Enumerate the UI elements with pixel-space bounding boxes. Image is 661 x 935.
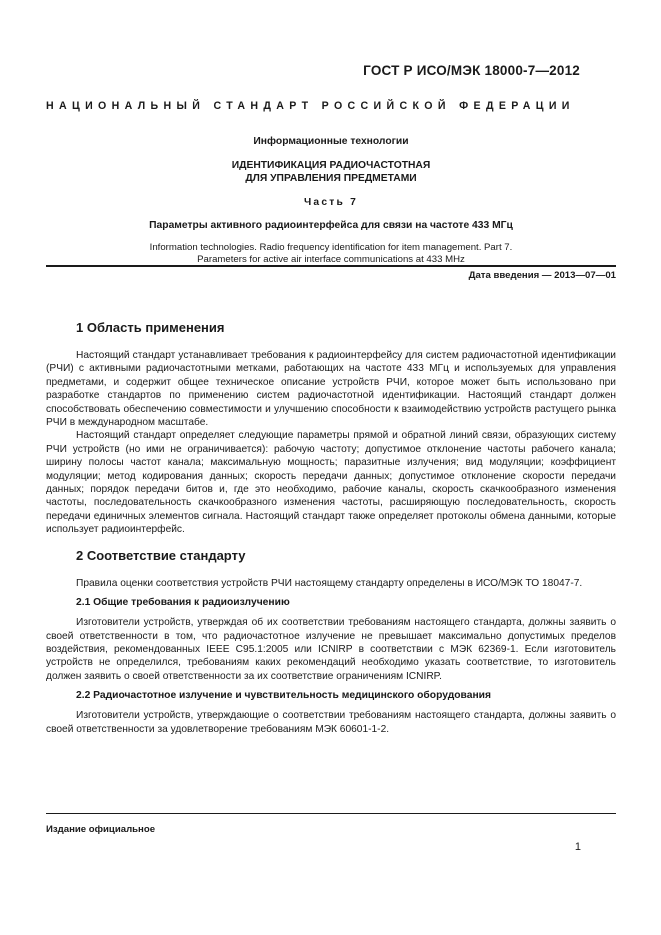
section-2-1-heading: 2.1 Общие требования к радиоизлучению <box>76 597 290 609</box>
section-2-heading: 2 Соответствие стандарту <box>76 547 246 563</box>
title-part: Часть 7 <box>303 197 359 208</box>
section-2-1-paragraph-1: Изготовители устройств, утверждая об их соответствии требованиям настоящего стандарта, должны заявить о своей ответственности в том, что радиочастотное излучение не превышает максимально допустимых пределов воздействия, рекомендованных IEEE C95.1:2005 или ICNIRP в соответствии с МЭК 62369-1. Если изготовитель устройств не определился, требованиям каких рекомендаций необходимо указать соответствие, то изготовитель должен заявить о своей ответственности за их соответствие ограничениям ICNIRP. <box>46 617 616 682</box>
page-number: 1 <box>574 841 581 853</box>
section-1-paragraph-2: Настоящий стандарт определяет следующие параметры прямой и обратной линий связи, образующих систему РЧИ устройств (но ими не ограничивается): рабочую частоту; допустимое отклонение частоты рабочего канала; ширину полосы частот канала; максимальную мощность; паразитные излучения; вид модуляции; коэффициент модуляции; метод кодирования данных; скорость передачи данных; допустимое отклонение скорости передачи данных; порядок передачи битов и, где это необходимо, рабочие каналы, скорость скачкообразного изменения частоты, последовательность скачкообразного изменения частоты, расширяющую последовательность, скорость передачи единичных элементов сигнала. Настоящий стандарт также определяет протоколы обмена данными, которые использует радиоинтерфейс. <box>46 430 616 536</box>
title-block <box>46 130 616 265</box>
section-2-paragraph-1: Правила оценки соответствия устройств РЧИ настоящему стандарту определены в ИСО/МЭК ТО 18047-7. <box>76 577 583 589</box>
title-main-line-1: ИДЕНТИФИКАЦИЯ РАДИОЧАСТОТНАЯ <box>231 160 431 171</box>
title-subtitle: Параметры активного радиоинтерфейса для связи на частоте 433 МГц <box>149 220 513 231</box>
title-main-line-2: ДЛЯ УПРАВЛЕНИЯ ПРЕДМЕТАМИ <box>245 173 417 184</box>
title-english-line-1: Information technologies. Radio frequency identification for item management. Part 7. <box>149 242 513 253</box>
title-info-technologies: Информационные технологии <box>253 136 409 147</box>
section-1-paragraph-1: Настоящий стандарт устанавливает требования к радиоинтерфейсу для систем радиочастотной идентификации (РЧИ) с активными радиочастотными метками, работающих на частоте 433 МГц и используемых для управления предметами, и содержит общее техническое описание устройств РЧИ, которое может быть использовано при разработке стандартов по применению систем радиочастотной идентификации. Настоящий стандарт должен способствовать обеспечению совместимости и улучшению способности к взаимодействию устройств растущего рынка РЧИ в международном масштабе. <box>46 350 616 429</box>
introduction-date: Дата введения — 2013—07—01 <box>468 270 616 281</box>
footer-divider <box>46 813 616 814</box>
national-standard-banner: НАЦИОНАЛЬНЫЙ СТАНДАРТ РОССИЙСКОЙ ФЕДЕРАЦИИ <box>46 100 575 112</box>
title-main <box>46 159 616 185</box>
document-code: ГОСТ Р ИСО/МЭК 18000-7—2012 <box>363 63 580 78</box>
title-english <box>46 242 616 265</box>
section-1-heading: 1 Область применения <box>76 320 225 335</box>
section-2-2-paragraph-1: Изготовители устройств, утверждающие о соответствии требованиям настоящего стандарта, должны заявить о своей ответственности за удовлетворение требованиям МЭК 60601-1-2. <box>46 710 616 735</box>
main-content <box>46 320 616 736</box>
official-edition-label: Издание официальное <box>46 824 156 835</box>
section-2-2-heading: 2.2 Радиочастотное излучение и чувствительность медицинского оборудования <box>76 690 491 702</box>
title-english-line-2: Parameters for active air interface communications at 433 MHz <box>197 253 465 265</box>
header-divider <box>46 265 616 267</box>
